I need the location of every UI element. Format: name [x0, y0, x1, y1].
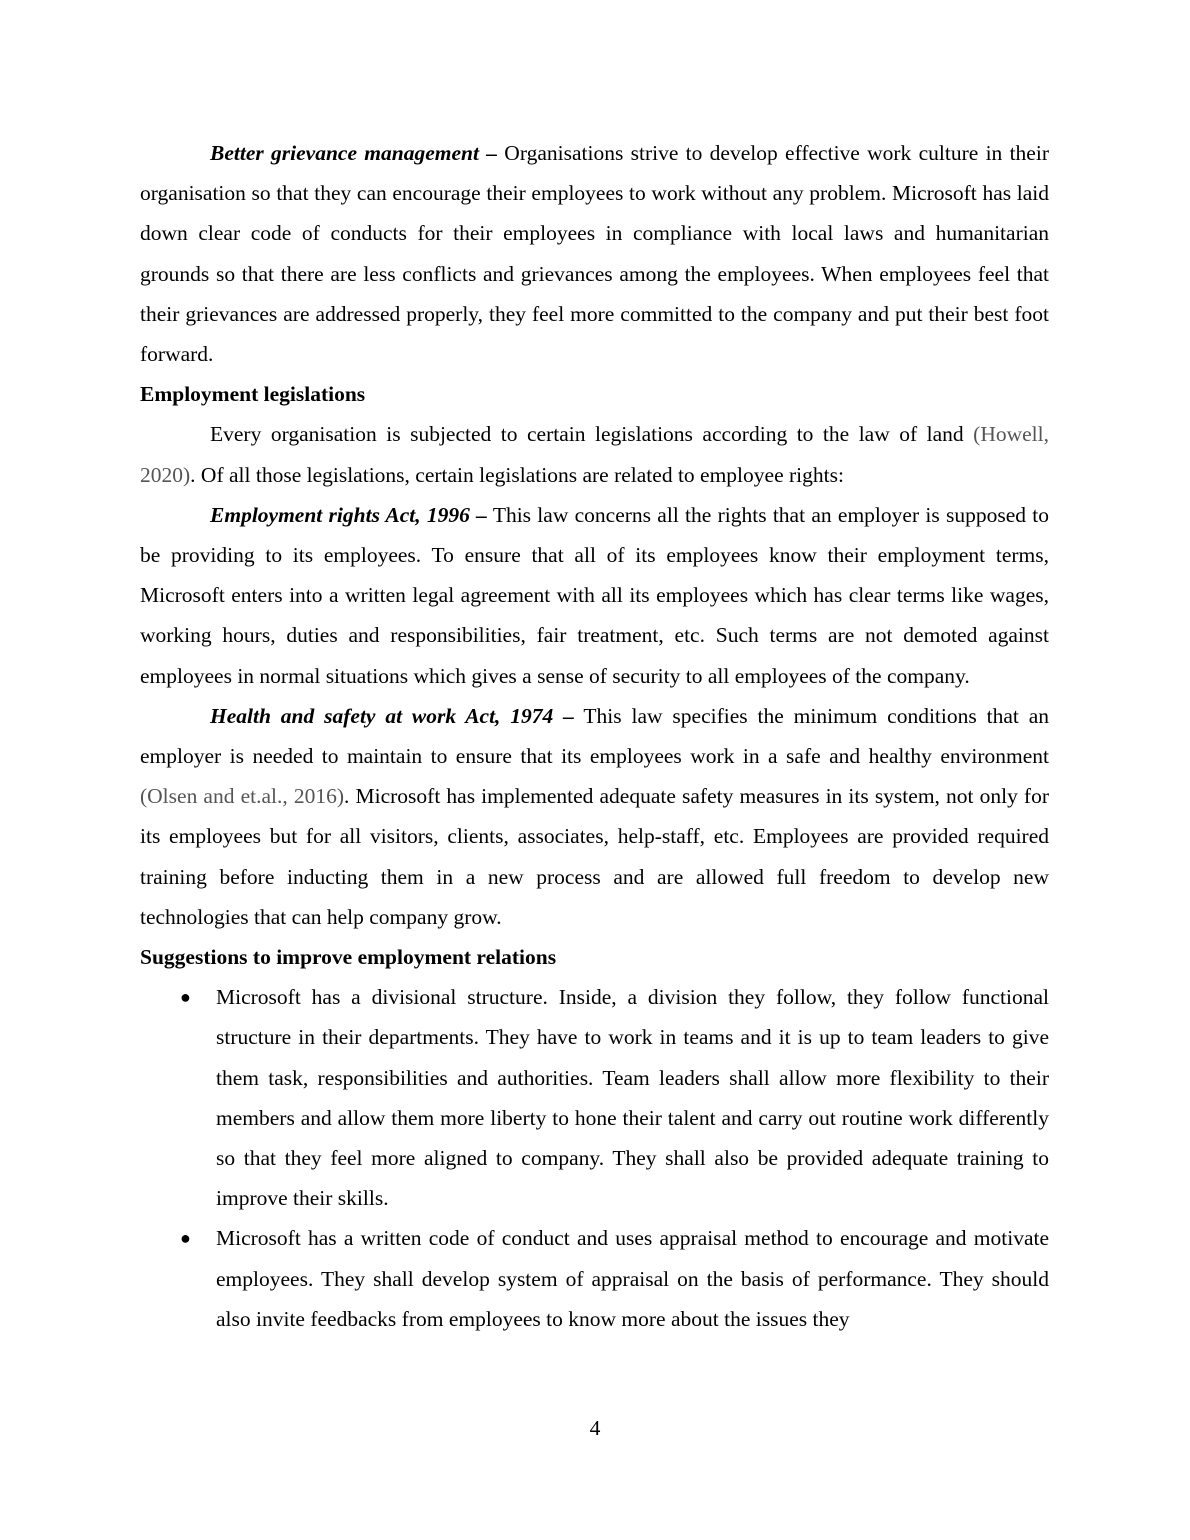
health-safety-lead: Health and safety at work Act, 1974 –: [210, 703, 574, 728]
suggestion-text: Microsoft has a divisional structure. Inside, a division they follow, they follow functional structure in their departments. They have to work in teams and it is up to team leaders to give them task, responsibilities and authorities. Team leaders shall allow more flexibility to their members and allow them more liberty to hone their talent and carry out routine work differently so that they feel more aligned to company. They shall also be provided adequate training to improve their skills.: [216, 985, 1049, 1211]
heading-employment-legislations: Employment legislations: [140, 382, 366, 407]
grievance-management-lead: Better grievance management –: [210, 141, 497, 165]
list-item: [140, 1218, 1049, 1339]
paragraph-employment-rights-act: [140, 495, 1049, 696]
citation-olsen: (Olsen and et.al., 2016): [140, 784, 345, 809]
legislations-intro-text-end: . Of all those legislations, certain legislations are related to employee rights:: [190, 462, 844, 487]
health-safety-text: This law specifies the minimum conditions that an employer is needed to maintain to ensure that its employees work in a safe and healthy environment: [140, 703, 1050, 769]
citation-howell: (Howell, 2020): [140, 422, 1049, 487]
document-page: [140, 133, 1049, 1339]
suggestions-list: [140, 977, 1049, 1339]
page-number: 4: [589, 1416, 601, 1440]
employment-rights-lead: Employment rights Act, 1996 –: [210, 502, 487, 527]
health-safety-text-end: . Microsoft has implemented adequate safety measures in its system, not only for its employees but for all visitors, clients, associates, help-staff, etc. Employees are provided required training before inducting them in a new process and are allowed full freedom to develop new technologies that can help company grow.: [140, 784, 1050, 929]
paragraph-grievance-management: [140, 133, 1049, 374]
paragraph-legislations-intro: [140, 414, 1049, 494]
bullet-icon: ●: [180, 1228, 191, 1249]
bullet-icon: ●: [180, 987, 191, 1008]
paragraph-health-safety-act: [140, 696, 1049, 937]
legislations-intro-text: Every organisation is subjected to certain legislations according to the law of land: [210, 422, 974, 447]
employment-rights-text: This law concerns all the rights that an employer is supposed to be providing to its employees. To ensure that all of its employees know their employment terms, Microsoft enters into a written legal agreement with all its employees which has clear terms like wages, working hours, duties and responsibilities, fair treatment, etc. Such terms are not demoted against employees in normal situations which gives a sense of security to all employees of the company.: [140, 502, 1049, 688]
heading-suggestions: Suggestions to improve employment relations: [140, 945, 557, 970]
suggestion-text: Microsoft has a written code of conduct and uses appraisal method to encourage and motivate employees. They shall develop system of appraisal on the basis of performance. They should also invite feedbacks from employees to know more about the issues they: [216, 1226, 1049, 1331]
list-item: [140, 977, 1049, 1218]
grievance-management-text: Organisations strive to develop effective work culture in their organisation so that they can encourage their employees to work without any problem. Microsoft has laid down clear code of conducts for their employees in compliance with local laws and humanitarian grounds so that there are less conflicts and grievances among the employees. When employees feel that their grievances are addressed properly, they feel more committed to the company and put their best foot forward.: [140, 141, 1049, 367]
